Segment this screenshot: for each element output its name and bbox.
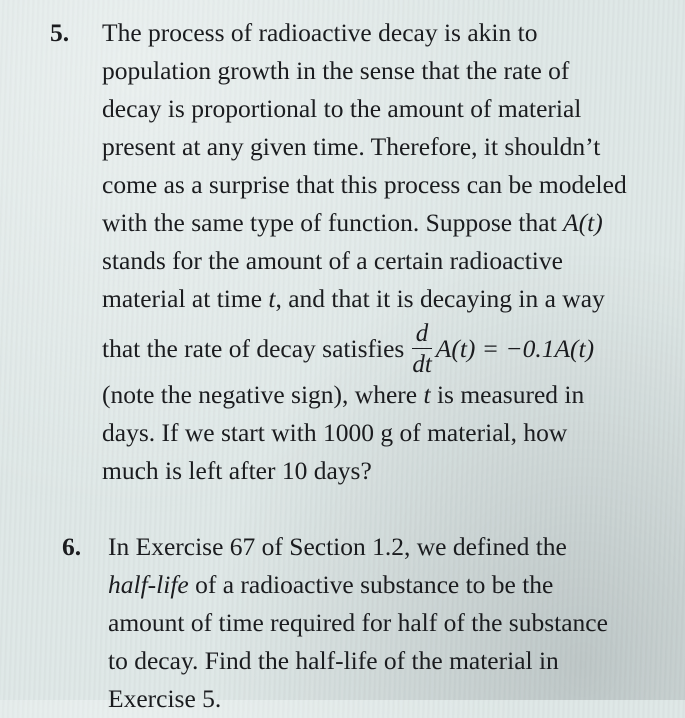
variable: t <box>268 284 276 313</box>
text-segment: with the same type of function. Suppose that <box>102 208 557 237</box>
text-segment: (note the negative sign), where <box>102 380 424 409</box>
text-line <box>102 376 680 414</box>
text-line: Exercise 5. <box>108 684 222 713</box>
term: half-life <box>108 570 189 599</box>
text-line: present at any given time. Therefore, it shouldn’t <box>102 132 601 161</box>
text-line: In Exercise 67 of Section 1.2, we defined the <box>108 532 567 561</box>
fraction-denominator: dt <box>412 351 432 379</box>
problem-5 <box>50 14 680 490</box>
text-line: The process of radioactive decay is akin to <box>102 18 538 47</box>
text-line: to decay. Find the half-life of the material in <box>108 646 559 675</box>
equation-line <box>102 318 680 379</box>
text-segment: of a radioactive substance to be the <box>188 570 554 599</box>
problem-number: 6. <box>62 532 82 561</box>
text-line: amount of time required for half of the substance <box>108 608 608 637</box>
text-line: stands for the amount of a certain radioactive <box>102 246 563 275</box>
equation-rhs: A(t) = −0.1A(t) <box>435 334 595 364</box>
text-line <box>102 204 680 242</box>
text-line: much is left after 10 days? <box>102 456 372 485</box>
variable: t <box>423 380 431 409</box>
text-segment: material at time <box>102 284 269 313</box>
fraction-numerator: d <box>412 321 431 349</box>
text-line: come as a surprise that this process can be modeled <box>102 170 627 199</box>
text-segment: , and that it is decaying in a way <box>275 284 605 313</box>
text-line: days. If we start with 1000 g of material, how <box>102 418 568 447</box>
derivative-fraction <box>412 321 431 377</box>
problem-5-text <box>102 14 680 490</box>
problem-6-text <box>108 528 672 718</box>
problem-6 <box>62 528 672 718</box>
text-line: decay is proportional to the amount of material <box>102 94 582 123</box>
function-notation: A(t) <box>563 208 603 237</box>
text-line: population growth in the sense that the rate of <box>102 56 570 85</box>
text-segment: is measured in <box>430 380 585 409</box>
text-line <box>102 280 680 318</box>
text-segment: that the rate of decay satisfies <box>102 334 405 364</box>
problem-number: 5. <box>50 18 70 47</box>
text-line <box>108 566 672 604</box>
